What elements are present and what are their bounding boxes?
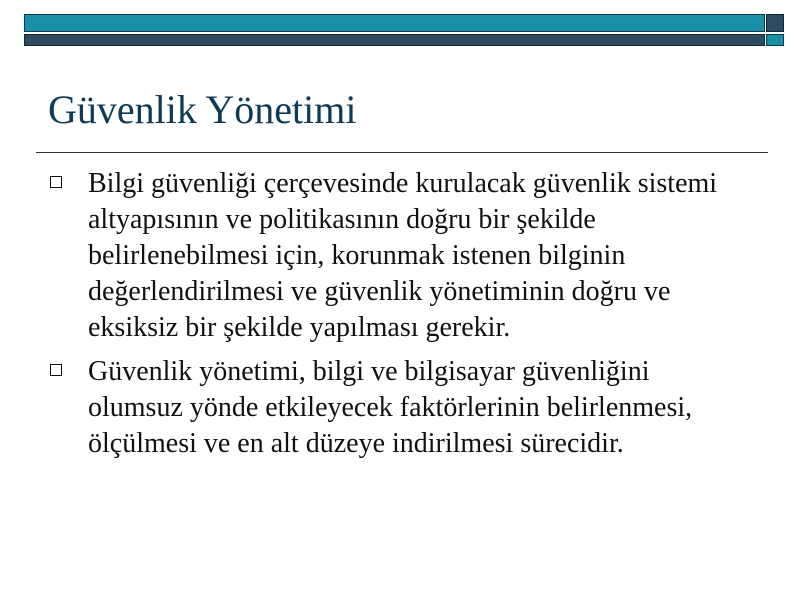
header-bar-top bbox=[24, 14, 765, 32]
bullet-list bbox=[48, 166, 748, 470]
header-square-top bbox=[766, 14, 784, 32]
square-bullet-icon bbox=[50, 364, 62, 376]
header-square-bottom bbox=[766, 34, 784, 46]
bullet-text-1: Bilgi güvenliği çerçevesinde kurulacak güvenlik sistemi altyapısının ve politikasının doğru bir şekilde belirlenebilmesi için, korunmak istenen bilginin değerlendirilmesi ve güvenlik yönetiminin doğru ve eksiksiz bir şekilde yapılması gerekir. bbox=[88, 168, 718, 343]
header-bar-bottom bbox=[24, 34, 765, 46]
bullet-item-2 bbox=[48, 354, 748, 462]
slide-title: Güvenlik Yönetimi bbox=[48, 87, 357, 132]
square-bullet-icon bbox=[50, 176, 62, 188]
bullet-item-1 bbox=[48, 166, 748, 346]
bullet-text-2: Güvenlik yönetimi, bilgi ve bilgisayar güvenliğini olumsuz yönde etkileyecek faktörlerinin belirlenmesi, ölçülmesi ve en alt düzeye indirilmesi sürecidir. bbox=[88, 356, 693, 459]
title-divider bbox=[36, 152, 768, 153]
